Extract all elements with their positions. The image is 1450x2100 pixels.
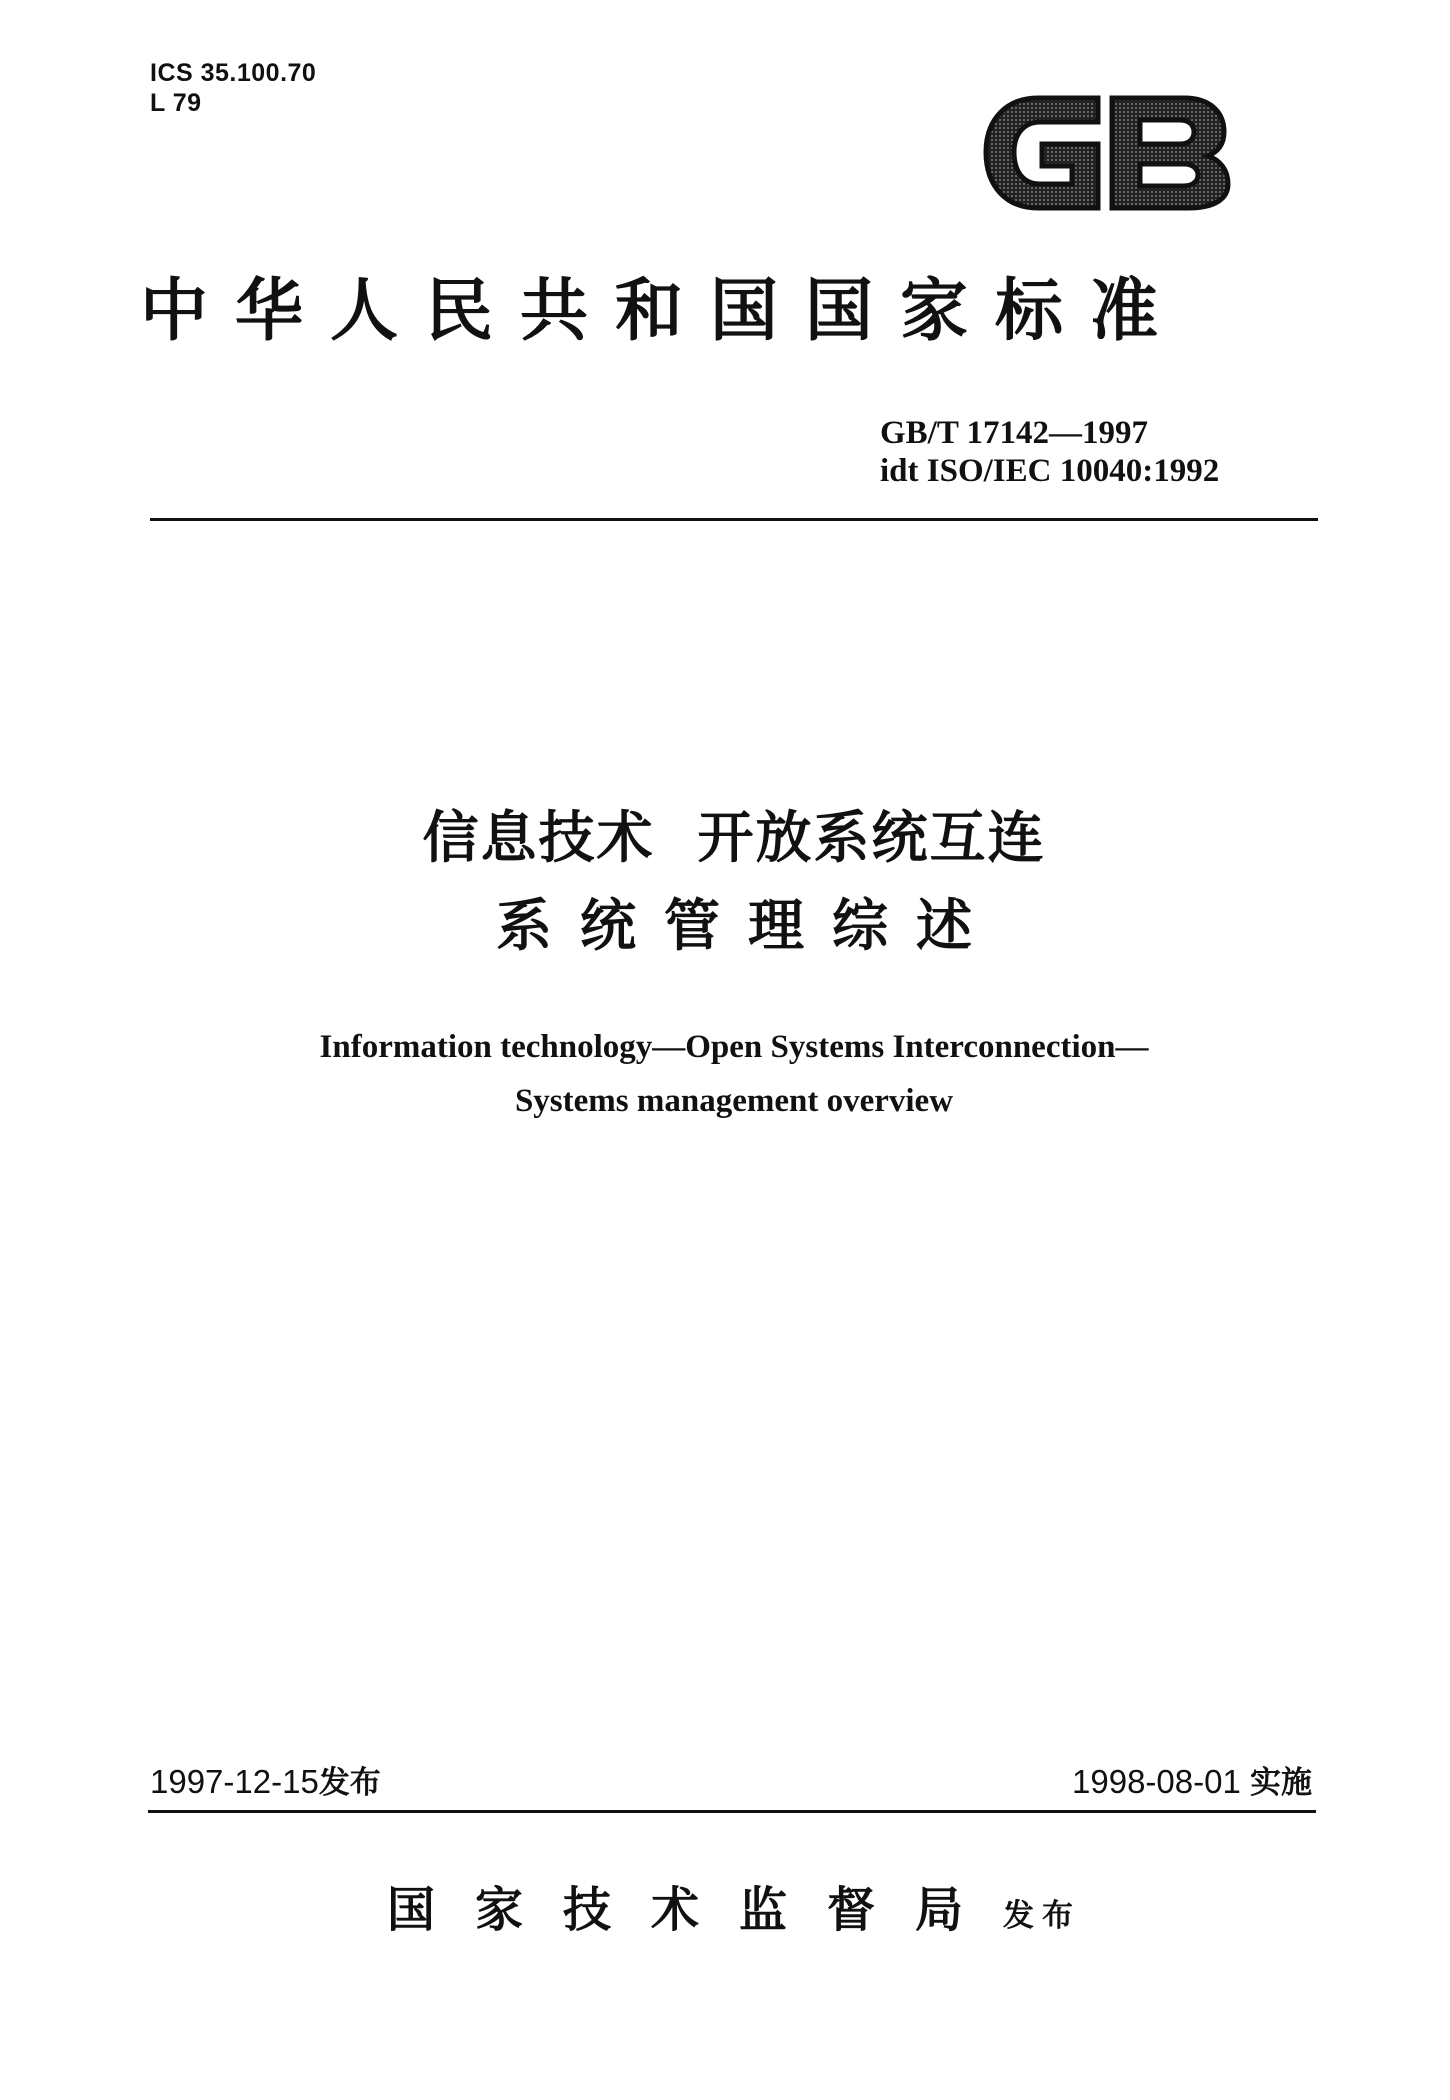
implementation-date xyxy=(1072,1762,1312,1803)
title-cn-line2: 系统管理综述 xyxy=(496,894,1000,959)
issue-date-label: 发布 xyxy=(318,1765,381,1801)
issue-date-value: 1997-12-15 xyxy=(150,1763,319,1800)
publisher xyxy=(150,1875,1318,1956)
issue-date xyxy=(150,1762,381,1803)
title-en-line1: Information technology—Open Systems Interconnection— xyxy=(319,1029,1149,1065)
standard-code: GB/T 17142—1997 xyxy=(880,415,1149,451)
top-divider xyxy=(150,518,1318,521)
national-standard-title: 中华人民共和国国家标准 xyxy=(140,272,1186,351)
implementation-date-label: 实施 xyxy=(1250,1765,1312,1801)
classification-codes xyxy=(150,58,316,118)
title-en-line2: Systems management overview xyxy=(514,1083,954,1119)
title-cn-line1: 信息技术 开放系统互连 xyxy=(422,806,1046,871)
standard-number-block xyxy=(880,414,1280,490)
gb-logo xyxy=(978,82,1234,222)
publisher-action: 发布 xyxy=(1003,1898,1081,1934)
bottom-divider xyxy=(148,1810,1316,1813)
document-title-en xyxy=(150,1020,1318,1128)
implementation-date-value: 1998-08-01 xyxy=(1072,1763,1241,1800)
ics-code: ICS 35.100.70 xyxy=(150,59,317,87)
ccs-code: L 79 xyxy=(150,89,202,117)
publisher-organization: 国家技术监督局 xyxy=(386,1882,1003,1938)
standard-equivalence: idt ISO/IEC 10040:1992 xyxy=(880,453,1220,489)
document-title-cn xyxy=(150,795,1318,971)
